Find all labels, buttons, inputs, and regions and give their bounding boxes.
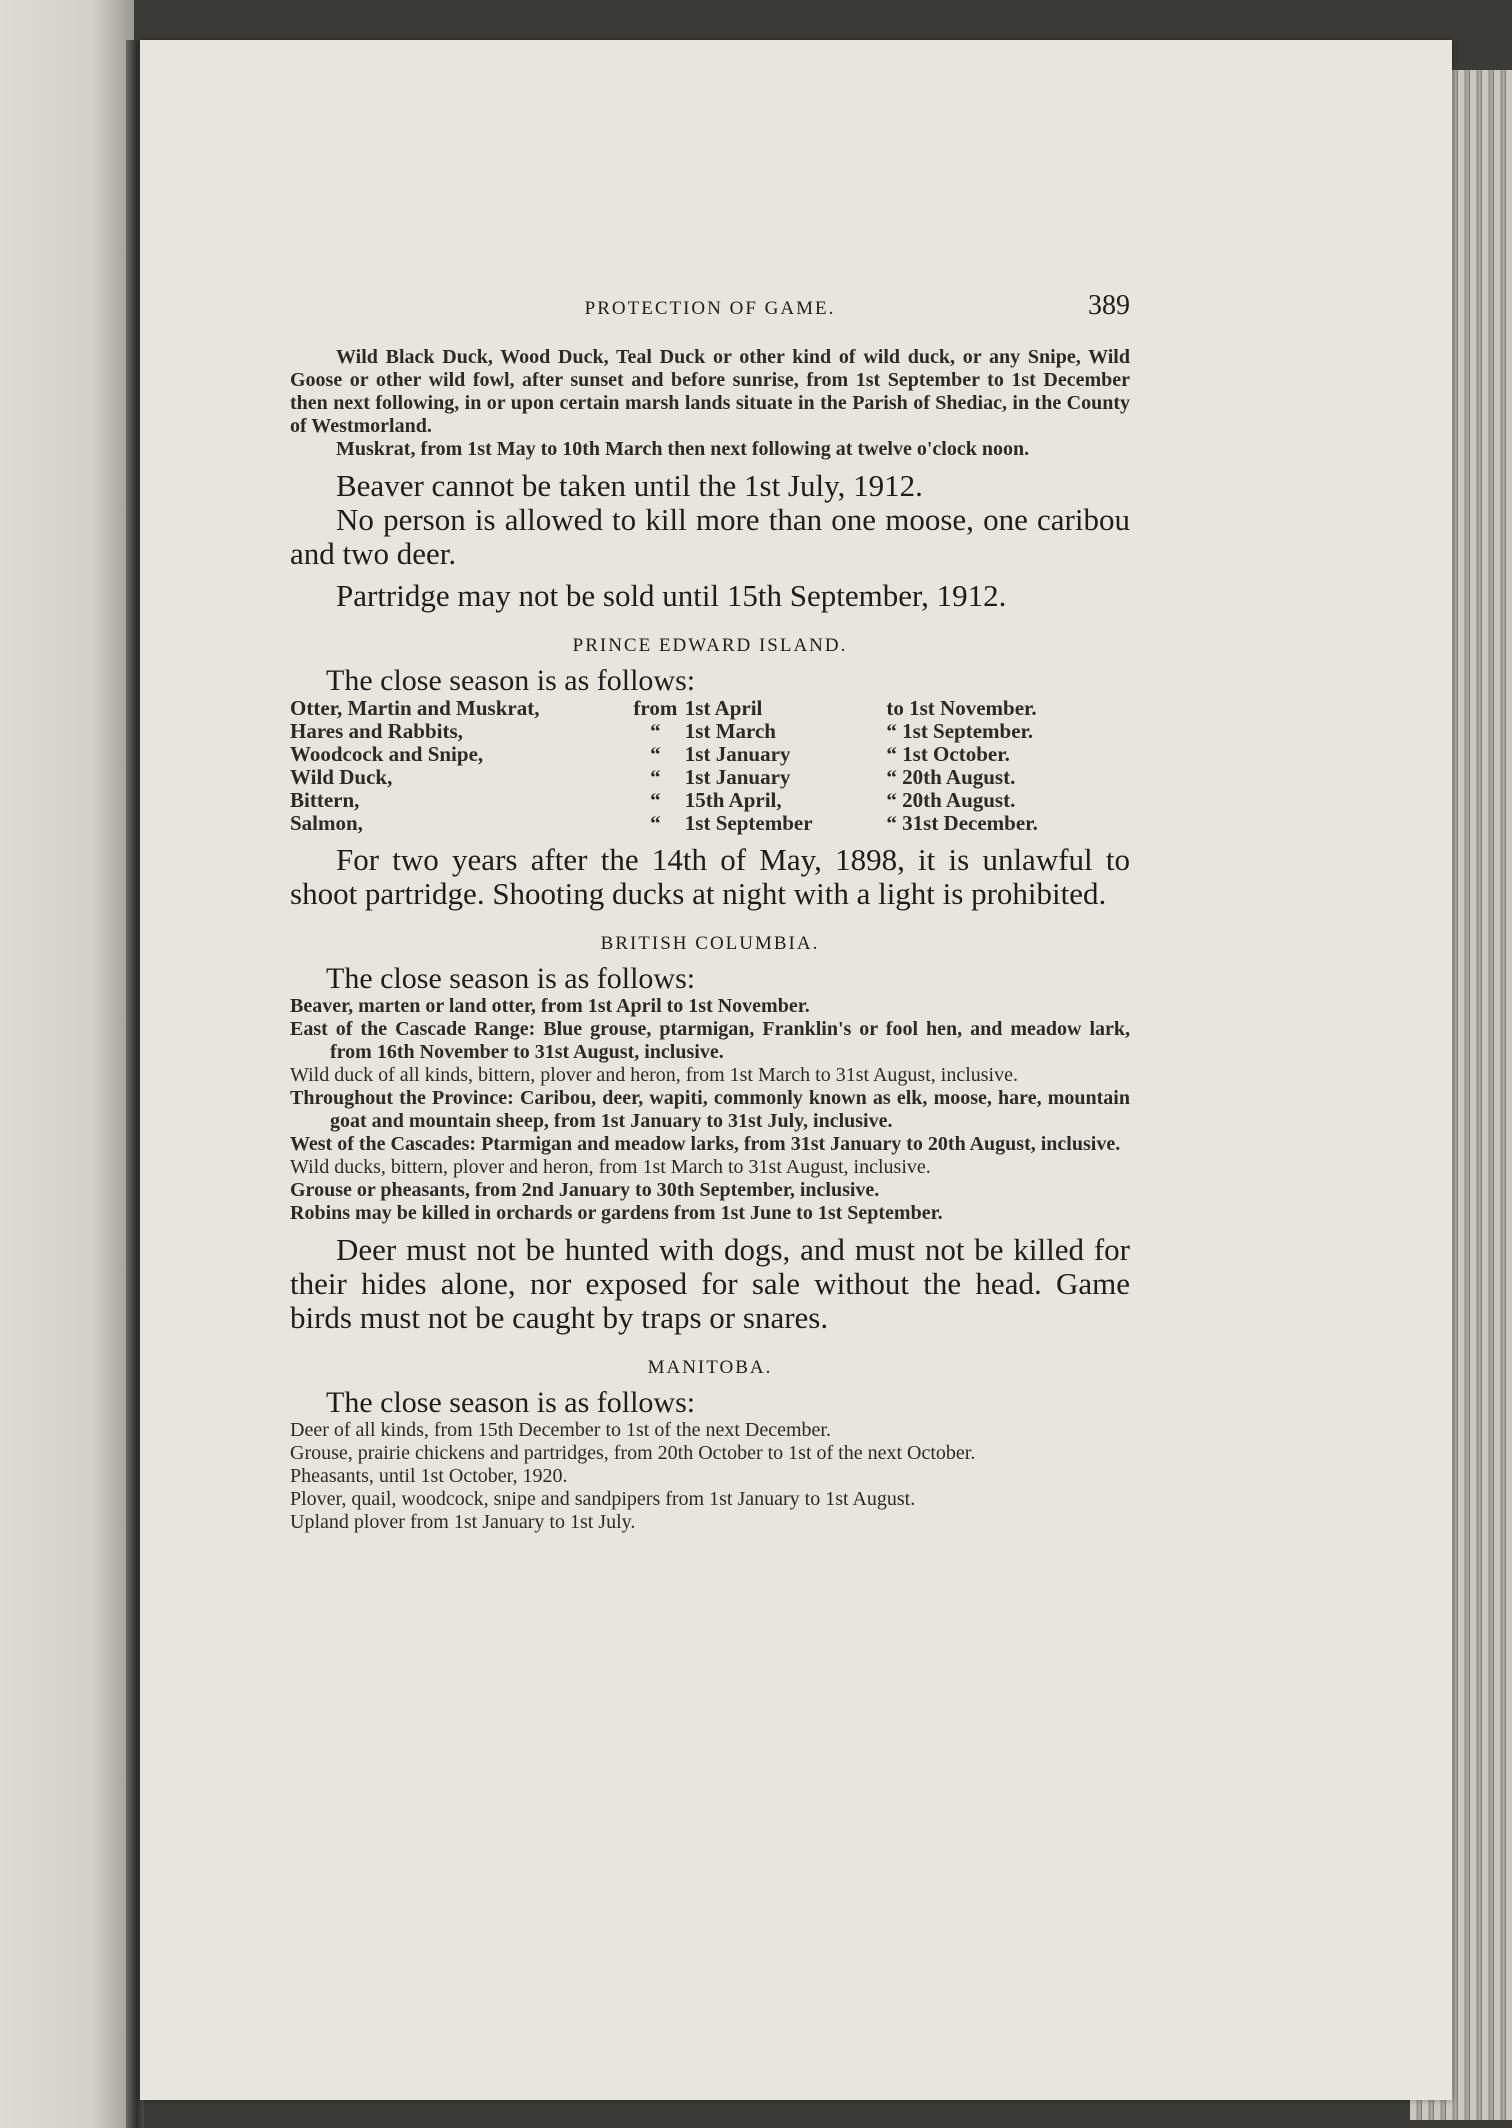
table-row [290,720,1130,743]
list-item: Plover, quail, woodcock, snipe and sandpipers from 1st January to 1st August. [290,1488,916,1510]
paragraph: Deer must not be hunted with dogs, and must not be killed for their hides alone, nor exposed for sale without the head. Game birds must not be caught by traps or snares. [290,1232,1130,1335]
end-cell: “ 20th August. [886,765,1016,789]
list-item: Pheasants, until 1st October, 1920. [290,1465,568,1487]
section-intro: The close season is as follows: [326,664,696,697]
end-cell: to 1st November. [886,696,1037,720]
from-cell: from [633,696,678,720]
list-item: Throughout the Province: Caribou, deer, wapiti, commonly known as elk, moose, hare, mountain goat and mountain sheep, from 1st January to 31st July, inclusive. [290,1087,1130,1132]
from-cell: “ [650,719,661,743]
list-item: Grouse or pheasants, from 2nd January to 30th September, inclusive. [290,1179,880,1201]
page-number: 389 [1088,290,1130,321]
species-cell: Wild Duck, [290,765,393,789]
paragraph: No person is allowed to kill more than one moose, one caribou and two deer. [290,502,1130,571]
page-header [290,290,1130,322]
table-row [290,812,1130,835]
section-intro: The close season is as follows: [326,962,696,995]
table-row [290,697,1130,720]
left-page-edge [0,0,134,2128]
from-cell: “ [650,811,661,835]
start-cell: 1st January [684,765,791,789]
list-item: Beaver, marten or land otter, from 1st April to 1st November. [290,995,810,1017]
species-cell: Bittern, [290,788,360,812]
end-cell: “ 31st December. [886,811,1038,835]
section-heading: PRINCE EDWARD ISLAND. [572,635,848,656]
from-cell: “ [650,765,661,789]
end-cell: “ 1st September. [886,719,1034,743]
start-cell: 15th April, [684,788,782,812]
end-cell: “ 20th August. [886,788,1016,812]
start-cell: 1st September [684,811,813,835]
section-intro: The close season is as follows: [326,1386,696,1419]
list-item: Upland plover from 1st January to 1st July. [290,1511,636,1533]
species-cell: Salmon, [290,811,363,835]
from-cell: “ [650,788,661,812]
paragraph: Muskrat, from 1st May to 10th March then next following at twelve o'clock noon. [336,438,1030,460]
section-heading: BRITISH COLUMBIA. [600,933,820,954]
list-item: Wild duck of all kinds, bittern, plover and heron, from 1st March to 31st August, inclusive. [290,1064,1018,1086]
list-item: Wild ducks, bittern, plover and heron, from 1st March to 31st August, inclusive. [290,1156,931,1178]
paragraph: Beaver cannot be taken until the 1st July, 1912. [336,468,923,503]
list-item: Deer of all kinds, from 15th December to 1st of the next December. [290,1419,831,1441]
start-cell: 1st March [684,719,776,743]
table-row [290,766,1130,789]
table-row [290,743,1130,766]
start-cell: 1st April [684,696,763,720]
from-cell: “ [650,742,661,766]
running-head: PROTECTION OF GAME. [584,298,836,319]
start-cell: 1st January [684,742,791,766]
list-item: Robins may be killed in orchards or gardens from 1st June to 1st September. [290,1202,943,1224]
list-item: East of the Cascade Range: Blue grouse, ptarmigan, Franklin's or fool hen, and meadow lark, from 16th November to 31st August, inclusive. [290,1018,1130,1063]
species-cell: Woodcock and Snipe, [290,742,484,766]
table-row [290,789,1130,812]
close-season-table [290,697,1130,835]
list-item: Grouse, prairie chickens and partridges, from 20th October to 1st of the next October. [290,1442,976,1464]
species-cell: Otter, Martin and Muskrat, [290,696,540,720]
page-text [290,290,1130,1534]
species-cell: Hares and Rabbits, [290,719,463,743]
list-item: West of the Cascades: Ptarmigan and meadow larks, from 31st January to 20th August, inclusive. [290,1133,1121,1155]
section-heading: MANITOBA. [647,1357,773,1378]
paragraph: Wild Black Duck, Wood Duck, Teal Duck or other kind of wild duck, or any Snipe, Wild Goose or other wild fowl, after sunset and before sunrise, from 1st September to 1st December then next following, in or upon certain marsh lands situate in the Parish of Shediac, in the County of Westmorland. [290,346,1130,437]
paragraph: Partridge may not be sold until 15th September, 1912. [336,578,1007,613]
end-cell: “ 1st October. [886,742,1010,766]
paragraph: For two years after the 14th of May, 1898, it is unlawful to shoot partridge. Shooting ducks at night with a light is prohibited. [290,842,1130,911]
